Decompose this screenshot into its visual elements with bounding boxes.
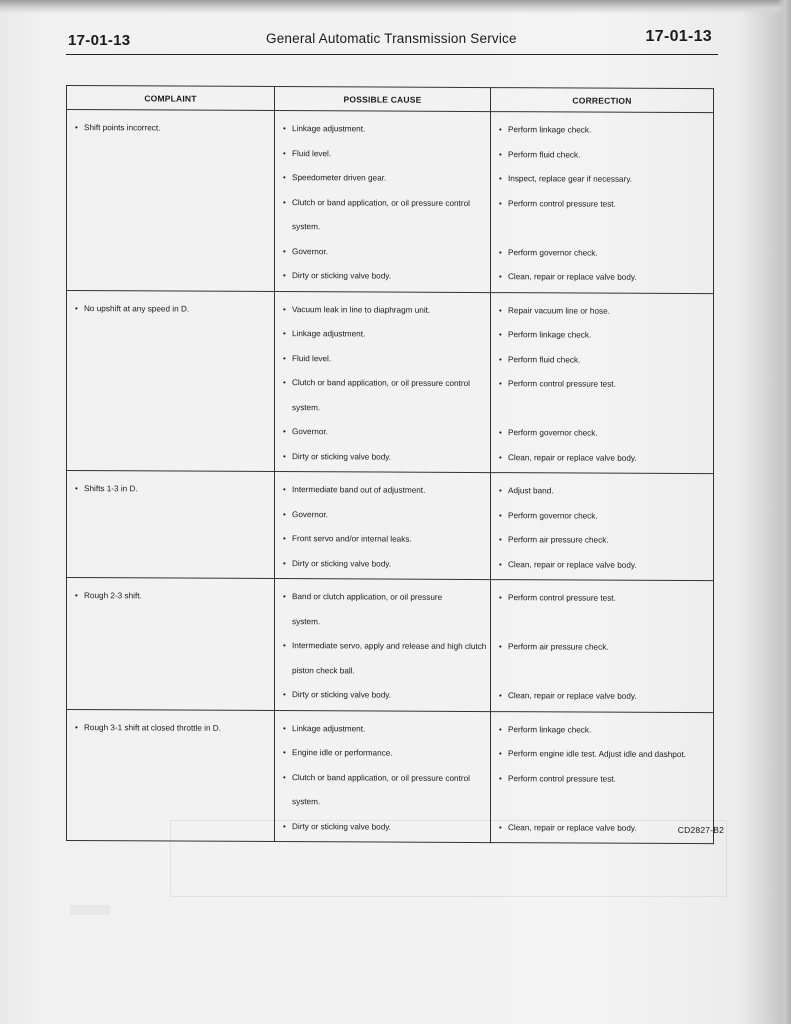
bullet-icon: •	[499, 247, 502, 257]
cause-text: Fluid level.	[292, 353, 332, 363]
cause-text: Linkage adjustment.	[292, 329, 366, 339]
correction-cell	[491, 580, 714, 713]
cause-text: Intermediate servo, apply and release and high clutch	[292, 641, 487, 652]
bullet-icon: •	[499, 305, 502, 315]
complaint-cell	[67, 709, 275, 842]
complaint-text: Shift points incorrect.	[84, 123, 161, 133]
cause-line	[283, 478, 490, 504]
cause-line	[283, 191, 490, 217]
correction-line	[499, 323, 713, 349]
cause-line	[283, 347, 490, 373]
cause-line	[283, 610, 490, 636]
correction-cell	[491, 473, 714, 581]
cause-cell	[275, 291, 491, 473]
cause-line	[283, 264, 490, 290]
bullet-icon: •	[75, 303, 78, 313]
correction-line	[499, 372, 713, 398]
cause-line	[283, 117, 490, 143]
bullet-icon: •	[283, 723, 286, 733]
correction-line	[499, 167, 713, 193]
table-row	[67, 578, 714, 713]
correction-text: Adjust band.	[508, 486, 554, 496]
table-row	[67, 709, 714, 844]
correction-text: Perform fluid check.	[508, 354, 581, 365]
correction-text: Perform control pressure test.	[508, 379, 616, 389]
bullet-icon: •	[283, 124, 286, 134]
cause-line	[283, 527, 490, 553]
correction-cell	[491, 112, 714, 294]
correction-line	[499, 586, 713, 612]
correction-line	[499, 421, 713, 447]
correction-text: Inspect, replace gear if necessary.	[508, 174, 633, 184]
cause-text: system.	[292, 402, 321, 412]
complaint-text: Rough 3-1 shift at closed throttle in D.	[84, 722, 221, 733]
complaint-line	[75, 716, 274, 741]
cause-text: Clutch or band application, or oil pressure control	[292, 378, 470, 388]
correction-line	[499, 299, 713, 325]
correction-text: Perform engine idle test. Adjust idle and dashpot.	[508, 749, 686, 760]
correction-line	[499, 397, 713, 423]
bullet-icon: •	[75, 722, 78, 732]
cause-line	[283, 815, 490, 841]
bullet-icon: •	[499, 593, 502, 603]
correction-text: Clean, repair or replace valve body.	[508, 452, 637, 463]
bullet-icon: •	[75, 123, 78, 133]
bullet-icon: •	[283, 509, 286, 519]
cause-line	[283, 503, 490, 529]
cause-line	[283, 659, 490, 685]
correction-text: Perform control pressure test.	[508, 773, 616, 784]
cause-text: Dirty or sticking valve body.	[292, 690, 392, 700]
bullet-icon: •	[499, 773, 502, 783]
bullet-icon: •	[283, 592, 286, 602]
bullet-icon: •	[283, 197, 286, 207]
bullet-icon: •	[283, 329, 286, 339]
cause-text: Linkage adjustment.	[292, 723, 366, 733]
page-number-left: 17-01-13	[68, 32, 131, 49]
correction-cell	[491, 292, 714, 474]
correction-line	[499, 528, 713, 554]
bullet-icon: •	[283, 173, 286, 183]
cause-text: Clutch or band application, or oil pressure control	[292, 197, 470, 208]
correction-text: Perform air pressure check.	[508, 535, 609, 545]
cause-text: Band or clutch application, or oil pressure	[292, 592, 443, 602]
cause-line	[283, 552, 490, 578]
cause-text: Governor.	[292, 246, 328, 256]
bullet-icon: •	[499, 428, 502, 438]
correction-line	[499, 767, 713, 793]
diagnosis-table	[66, 85, 714, 844]
bullet-icon: •	[499, 174, 502, 184]
correction-line	[499, 348, 713, 374]
cause-text: Linkage adjustment.	[292, 124, 366, 134]
page-number-right: 17-01-13	[645, 28, 712, 45]
complaint-cell	[67, 110, 275, 292]
cause-text: system.	[292, 616, 321, 626]
correction-text: Clean, repair or replace valve body.	[508, 822, 637, 833]
bullet-icon: •	[283, 148, 286, 158]
bullet-icon: •	[283, 558, 286, 568]
cause-text: Engine idle or performance.	[292, 748, 393, 758]
cause-line	[283, 322, 490, 348]
correction-line	[499, 241, 713, 267]
complaint-text: No upshift at any speed in D.	[84, 303, 190, 314]
correction-line	[499, 718, 713, 744]
bullet-icon: •	[499, 125, 502, 135]
cause-text: Dirty or sticking valve body.	[292, 821, 392, 832]
bullet-icon: •	[283, 772, 286, 782]
correction-line	[499, 118, 713, 144]
bullet-icon: •	[499, 510, 502, 520]
correction-text: Perform fluid check.	[508, 149, 581, 160]
table-row	[67, 471, 714, 581]
correction-line	[499, 611, 713, 637]
cause-cell	[275, 710, 491, 843]
cause-line	[283, 445, 490, 471]
cause-text: system.	[292, 222, 321, 232]
column-header-possible-cause: POSSIBLE CAUSE	[275, 87, 491, 112]
correction-text: Perform governor check.	[508, 428, 598, 438]
bullet-icon: •	[75, 591, 78, 601]
bullet-icon: •	[499, 486, 502, 496]
bullet-icon: •	[499, 452, 502, 462]
correction-line	[499, 143, 713, 169]
complaint-text: Rough 2-3 shift.	[84, 591, 142, 601]
correction-line	[499, 742, 713, 768]
correction-line	[499, 479, 713, 505]
correction-text: Perform governor check.	[508, 510, 598, 521]
bullet-icon: •	[499, 559, 502, 569]
correction-line	[499, 791, 713, 817]
correction-text: Perform linkage check.	[508, 330, 592, 340]
bullet-icon: •	[499, 691, 502, 701]
correction-text: Perform linkage check.	[508, 125, 592, 135]
column-header-correction: CORRECTION	[491, 88, 714, 113]
cause-line	[283, 741, 490, 767]
cause-text: piston check ball.	[292, 665, 355, 675]
bullet-icon: •	[283, 427, 286, 437]
cause-line	[283, 634, 490, 660]
complaint-line	[75, 477, 274, 502]
bullet-icon: •	[499, 272, 502, 282]
cause-text: Governor.	[292, 509, 328, 519]
bullet-icon: •	[499, 749, 502, 759]
cause-cell	[275, 579, 491, 712]
bullet-icon: •	[283, 378, 286, 388]
correction-text: Perform air pressure check.	[508, 642, 609, 652]
table-header-row	[67, 86, 714, 113]
bullet-icon: •	[499, 354, 502, 364]
table-row	[67, 110, 714, 294]
correction-text: Clean, repair or replace valve body.	[508, 691, 637, 701]
cause-text: Speedometer driven gear.	[292, 173, 387, 183]
correction-text: Clean, repair or replace valve body.	[508, 272, 637, 282]
bullet-icon: •	[499, 330, 502, 340]
complaint-cell	[67, 578, 275, 711]
cause-line	[283, 683, 490, 709]
cause-text: Fluid level.	[292, 148, 332, 158]
section-title: General Automatic Transmission Service	[266, 31, 517, 46]
bullet-icon: •	[283, 304, 286, 314]
scan-right-edge	[777, 0, 791, 1024]
cause-line	[283, 166, 490, 192]
bullet-icon: •	[499, 724, 502, 734]
cause-line	[283, 371, 490, 397]
bullet-icon: •	[283, 748, 286, 758]
correction-line	[499, 660, 713, 686]
cause-line	[283, 298, 490, 324]
cause-cell	[275, 111, 491, 293]
bullet-icon: •	[75, 484, 78, 494]
correction-text: Repair vacuum line or hose.	[508, 305, 610, 316]
cause-text: Front servo and/or internal leaks.	[292, 534, 412, 544]
bullet-icon: •	[499, 535, 502, 545]
cause-text: Vacuum leak in line to diaphragm unit.	[292, 304, 431, 315]
correction-cell	[491, 711, 714, 844]
correction-line	[499, 446, 713, 472]
correction-line	[499, 265, 713, 291]
table-body	[67, 110, 714, 844]
cause-text: Dirty or sticking valve body.	[292, 271, 392, 281]
cause-text: Dirty or sticking valve body.	[292, 558, 392, 569]
bullet-icon: •	[283, 246, 286, 256]
bullet-icon: •	[499, 822, 502, 832]
bullet-icon: •	[499, 198, 502, 208]
bullet-icon: •	[499, 379, 502, 389]
cause-line	[283, 585, 490, 611]
bullet-icon: •	[283, 271, 286, 281]
cause-line	[283, 240, 490, 266]
bullet-icon: •	[499, 642, 502, 652]
cause-text: system.	[292, 797, 321, 807]
bullet-icon: •	[283, 353, 286, 363]
complaint-line	[75, 297, 274, 322]
correction-text: Clean, repair or replace valve body.	[508, 559, 637, 570]
cause-text: Governor.	[292, 427, 328, 437]
correction-line	[499, 684, 713, 710]
cause-text: Intermediate band out of adjustment.	[292, 485, 426, 495]
correction-text: Perform control pressure test.	[508, 198, 616, 209]
correction-line	[499, 635, 713, 661]
cause-line	[283, 396, 490, 422]
cause-line	[283, 215, 490, 241]
cause-cell	[275, 472, 491, 580]
cause-text: Clutch or band application, or oil pressure control	[292, 772, 470, 783]
bullet-icon: •	[283, 451, 286, 461]
cause-line	[283, 766, 490, 792]
correction-line	[499, 553, 713, 579]
bleed-through-ghost-number	[70, 905, 110, 915]
complaint-cell	[67, 471, 275, 579]
bullet-icon: •	[283, 534, 286, 544]
cause-line	[283, 142, 490, 168]
bullet-icon: •	[499, 149, 502, 159]
bullet-icon: •	[283, 690, 286, 700]
table-row	[67, 290, 714, 474]
column-header-complaint: COMPLAINT	[67, 86, 275, 111]
cause-line	[283, 420, 490, 446]
bullet-icon: •	[283, 641, 286, 651]
bullet-icon: •	[283, 485, 286, 495]
cause-line	[283, 790, 490, 816]
cause-text: Dirty or sticking valve body.	[292, 451, 392, 462]
correction-text: Perform linkage check.	[508, 724, 592, 735]
correction-line	[499, 192, 713, 218]
correction-text: Perform governor check.	[508, 247, 598, 258]
figure-code: CD2827-B2	[677, 825, 724, 835]
correction-text: Perform control pressure test.	[508, 593, 616, 603]
complaint-text: Shifts 1-3 in D.	[84, 484, 138, 494]
complaint-line	[75, 116, 274, 141]
correction-line	[499, 216, 713, 242]
cause-line	[283, 717, 490, 743]
page-header	[66, 28, 718, 55]
scan-top-shadow	[0, 0, 791, 14]
complaint-line	[75, 584, 274, 609]
bullet-icon: •	[283, 821, 286, 831]
complaint-cell	[67, 290, 275, 472]
correction-line	[499, 504, 713, 530]
